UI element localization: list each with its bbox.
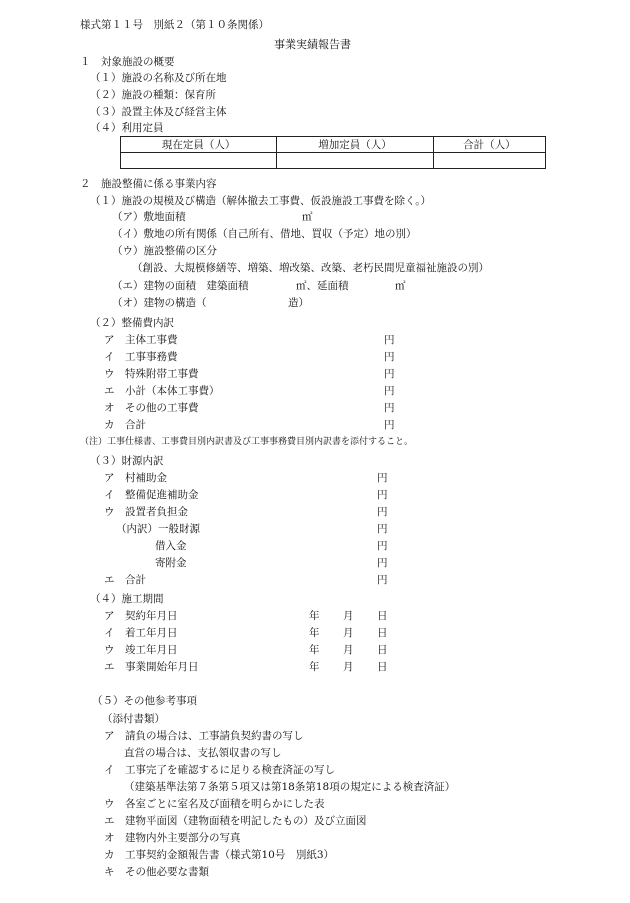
funding-item-label: 寄附金 — [155, 557, 187, 569]
funding-item-unit: 円 — [377, 506, 388, 518]
funding-item-unit: 円 — [377, 523, 388, 535]
facility-name-item: （１）施設の名称及び所在地 — [90, 72, 227, 84]
funding-item-label: 借入金 — [155, 540, 187, 552]
capacity-header-increase: 増加定員（人） — [277, 137, 433, 153]
section2-heading: ２ 施設整備に係る事業内容 — [80, 178, 217, 190]
capacity-header-current: 現在定員（人） — [121, 137, 277, 153]
facility-type-item: （２）施設の種類：保育所 — [90, 89, 216, 101]
funding-item-label: エ 合計 — [104, 574, 146, 586]
cost-item-unit: 円 — [384, 402, 395, 414]
operator-item: （３）設置主体及び経営主体 — [90, 106, 227, 118]
building-area-unit: ㎡、延面積 — [296, 280, 349, 292]
capacity-table — [120, 136, 546, 169]
period-year: 年 — [309, 610, 320, 622]
period-year: 年 — [309, 627, 320, 639]
funding-item-unit: 円 — [377, 489, 388, 501]
period-month: 月 — [343, 644, 354, 656]
cost-item-label: イ 工事事務費 — [104, 351, 178, 363]
period-item-label: ウ 竣工年月日 — [104, 644, 178, 656]
cost-item-unit: 円 — [384, 368, 395, 380]
period-day: 日 — [377, 610, 388, 622]
period-year: 年 — [309, 644, 320, 656]
period-day: 日 — [377, 661, 388, 673]
cost-item-unit: 円 — [384, 334, 395, 346]
funding-item-unit: 円 — [377, 540, 388, 552]
attachments-heading: （添付書類） — [102, 713, 165, 725]
funding-item-label: ウ 設置者負担金 — [104, 506, 188, 518]
form-number: 様式第１１号 別紙２（第１０条関係） — [80, 19, 269, 31]
period-month: 月 — [343, 610, 354, 622]
cost-item-label: カ 合計 — [104, 419, 146, 431]
period-item-label: ア 契約年月日 — [104, 610, 178, 622]
scale-heading: （１）施設の規模及び構造（解体撤去工事費、仮設施設工事費を除く。） — [90, 195, 432, 207]
funding-item-label: （内訳）一般財源 — [116, 523, 200, 535]
attachment-item: オ 建物内外主要部分の写真 — [104, 832, 241, 844]
capacity-item: （４）利用定員 — [90, 122, 164, 134]
cost-item-unit: 円 — [384, 351, 395, 363]
funding-item-unit: 円 — [377, 557, 388, 569]
section1-heading: １ 対象施設の概要 — [80, 56, 175, 68]
category-label: （ウ）施設整備の区分 — [112, 245, 217, 257]
building-area-label: （エ）建物の面積 建築面積 — [112, 280, 249, 292]
funding-heading: （３）財源内訳 — [90, 455, 164, 467]
attachment-item: イ 工事完了を確認するに足りる検査済証の写し — [104, 764, 335, 776]
attachment-item: 直営の場合は、支払領収書の写し — [124, 747, 282, 759]
attachment-item: キ その他必要な書類 — [104, 866, 209, 878]
period-month: 月 — [343, 627, 354, 639]
capacity-header-total: 合計（人） — [433, 137, 545, 153]
capacity-cell-increase[interactable] — [277, 153, 433, 169]
funding-item-unit: 円 — [377, 472, 388, 484]
funding-item-unit: 円 — [377, 574, 388, 586]
period-year: 年 — [309, 661, 320, 673]
attachment-note: （注）工事仕様書、工事費目別内訳書及び工事事務費目別内訳書を添付すること。 — [80, 437, 414, 447]
attachment-item: ウ 各室ごとに室名及び面積を明らかにした表 — [104, 798, 325, 810]
site-area-label: （ア）敷地面積 — [112, 211, 186, 223]
period-day: 日 — [377, 644, 388, 656]
cost-item-label: ウ 特殊附帯工事費 — [104, 368, 199, 380]
attachment-item: ア 請負の場合は、工事請負契約書の写し — [104, 730, 304, 742]
period-day: 日 — [377, 627, 388, 639]
cost-heading: （２）整備費内訳 — [90, 317, 174, 329]
attachment-item: エ 建物平面図（建物面積を明記したもの）及び立面図 — [104, 815, 367, 827]
capacity-cell-total[interactable] — [433, 153, 545, 169]
funding-item-label: イ 整備促進補助金 — [104, 489, 199, 501]
cost-item-unit: 円 — [384, 419, 395, 431]
attachment-item: カ 工事契約金額報告書（様式第10号 別紙3） — [104, 849, 335, 861]
structure-end: 造） — [288, 297, 309, 309]
cost-item-label: オ その他の工事費 — [104, 402, 199, 414]
period-item-label: エ 事業開始年月日 — [104, 661, 199, 673]
category-detail: （創設、大規模修繕等、増築、増改築、改築、老朽民間児童福祉施設の別） — [132, 262, 489, 274]
period-item-label: イ 着工年月日 — [104, 627, 178, 639]
capacity-cell-current[interactable] — [121, 153, 277, 169]
cost-item-label: エ 小計（本体工事費） — [104, 385, 220, 397]
period-heading: （４）施工期間 — [90, 593, 164, 605]
site-area-unit: ㎡ — [302, 211, 313, 223]
cost-item-unit: 円 — [384, 385, 395, 397]
site-ownership-label: （イ）敷地の所有関係（自己所有、借地、買収（予定）地の別） — [112, 228, 417, 240]
attachment-item: （建築基準法第７条第５項又は第18条第18項の規定による検査済証） — [124, 781, 456, 793]
structure-label: （オ）建物の構造（ — [112, 297, 207, 309]
other-heading: （５）その他参考事項 — [92, 695, 197, 707]
floor-area-unit: ㎡ — [395, 280, 406, 292]
cost-item-label: ア 主体工事費 — [104, 334, 178, 346]
funding-item-label: ア 村補助金 — [104, 472, 167, 484]
document-title: 事業実績報告書 — [274, 38, 351, 51]
period-month: 月 — [343, 661, 354, 673]
